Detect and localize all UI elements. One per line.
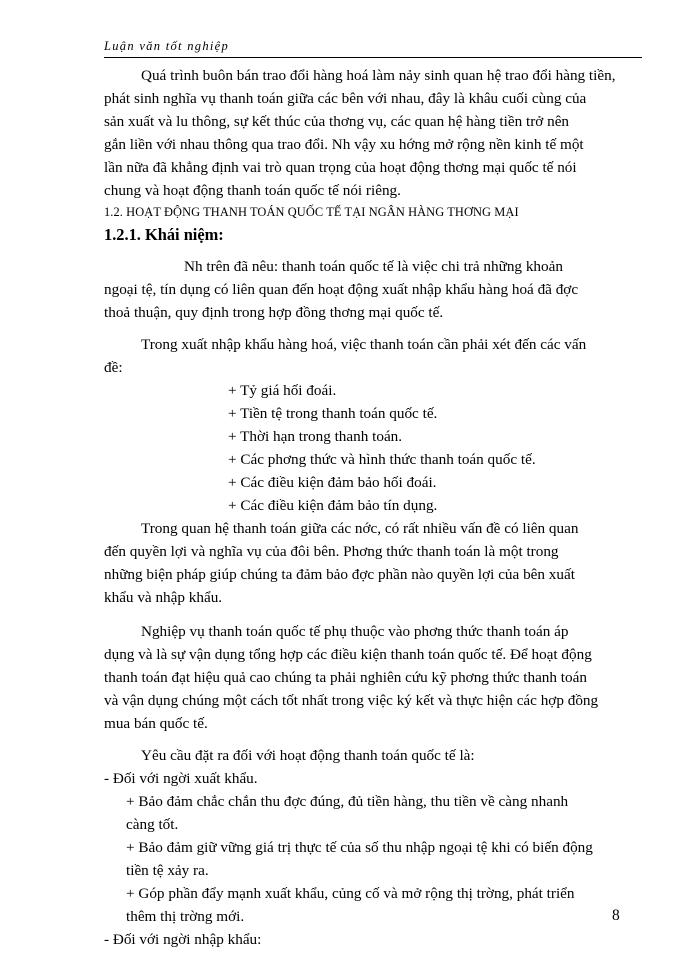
requirements-block (104, 744, 642, 951)
paragraph-payment-relations (104, 517, 642, 609)
section-heading: 1.2. HOẠT ĐỘNG THANH TOÁN QUỐC TẾ TẠI NGÂN HÀNG THƠNG MẠI (104, 205, 519, 219)
exporter-label: - Đối với ngời xuất khẩu. (104, 770, 258, 787)
issues-list (104, 379, 642, 517)
exporter-requirement (104, 882, 642, 928)
paragraph-line: đến quyền lợi và nghĩa vụ của đôi bên. Phơng thức thanh toán là một trong (104, 543, 559, 560)
paragraph-payment-operations (104, 620, 642, 735)
list-item: + Các điều kiện đảm bảo hối đoái. (228, 474, 437, 491)
paragraph-issues-intro (104, 333, 642, 379)
paragraph-line: tiền tệ xảy ra. (126, 862, 209, 879)
paragraph-line: sản xuất và lu thông, sự kết thúc của thơng vụ, các quan hệ hàng tiền trở nên (104, 113, 570, 130)
paragraph-line: gắn liền với nhau thông qua trao đổi. Nh vậy xu hớng mở rộng nền kinh tế một (104, 136, 584, 153)
paragraph-line: + Bảo đảm chắc chắn thu đợc đúng, đủ tiền hàng, thu tiền về càng nhanh (126, 793, 569, 810)
paragraph-line: Quá trình buôn bán trao đổi hàng hoá làm nảy sinh quan hệ trao đổi hàng tiền, (141, 67, 616, 84)
paragraph-line: + Bảo đảm giữ vững giá trị thực tế của số thu nhập ngoại tệ khi có biến động (126, 839, 593, 856)
paragraph-line: + Góp phần đẩy mạnh xuất khẩu, củng cố và mở rộng thị trờng, phát triển (126, 885, 575, 902)
paragraph-line: và vận dụng chúng một cách tốt nhất trong việc ký kết và thực hiện các hợp đồng (104, 692, 599, 709)
list-item: + Tỷ giá hối đoái. (228, 382, 337, 399)
list-item: + Các điều kiện đảm bảo tín dụng. (228, 497, 438, 514)
paragraph-line: Nghiệp vụ thanh toán quốc tế phụ thuộc vào phơng thức thanh toán áp (141, 623, 569, 640)
paragraph-definition (104, 255, 642, 324)
importer-label: - Đối với ngời nhập khẩu: (104, 931, 262, 948)
paragraph-line: dụng và là sự vận dụng tổng hợp các điều kiện thanh toán quốc tế. Để hoạt động (104, 646, 592, 663)
list-item: + Các phơng thức và hình thức thanh toán quốc tế. (228, 451, 536, 468)
exporter-requirement (104, 836, 642, 882)
running-header: Luận văn tốt nghiệp (104, 39, 230, 53)
list-item: + Tiền tệ trong thanh toán quốc tế. (228, 405, 438, 422)
paragraph-line: mua bán quốc tế. (104, 715, 208, 732)
header-rule (104, 57, 642, 58)
paragraph-line: chung và hoạt động thanh toán quốc tế nói riêng. (104, 182, 401, 199)
paragraph-line: ngoại tệ, tín dụng có liên quan đến hoạt động xuất nhập khẩu hàng hoá đã đợc (104, 281, 579, 298)
paragraph-line: khẩu và nhập khẩu. (104, 589, 223, 606)
paragraph-line: những biện pháp giúp chúng ta đảm bảo đợc phần nào quyền lợi của bên xuất (104, 566, 575, 583)
paragraph-line: thanh toán đạt hiệu quả cao chúng ta phải nghiên cứu kỹ phơng thức thanh toán (104, 669, 587, 686)
paragraph-line: phát sinh nghĩa vụ thanh toán giữa các bên với nhau, đây là khâu cuối cùng của (104, 90, 587, 107)
list-item: + Thời hạn trong thanh toán. (228, 428, 403, 445)
paragraph-line: Trong xuất nhập khẩu hàng hoá, việc thanh toán cần phải xét đến các vấn (141, 336, 587, 353)
paragraph-line: Nh trên đã nêu: thanh toán quốc tế là việc chi trả những khoản (184, 258, 563, 275)
paragraph-line: Trong quan hệ thanh toán giữa các nớc, có rất nhiều vấn đề có liên quan (141, 520, 579, 537)
paragraph-line: càng tốt. (126, 816, 179, 833)
page-number: 8 (612, 907, 620, 924)
paragraph-line: thoả thuận, quy định trong hợp đồng thơng mại quốc tế. (104, 304, 444, 321)
requirements-intro: Yêu cầu đặt ra đối với hoạt động thanh toán quốc tế là: (141, 747, 475, 764)
paragraph-line: lần nữa đã khẳng định vai trò quan trọng của hoạt động thơng mại quốc tế nói (104, 159, 577, 176)
paragraph-trade-relations (104, 64, 642, 202)
paragraph-line: đề: (104, 359, 123, 376)
paragraph-line: thêm thị trờng mới. (126, 908, 245, 925)
body-content (104, 64, 642, 951)
exporter-requirement (104, 790, 642, 836)
subsection-heading: 1.2.1. Khái niệm: (104, 225, 224, 244)
